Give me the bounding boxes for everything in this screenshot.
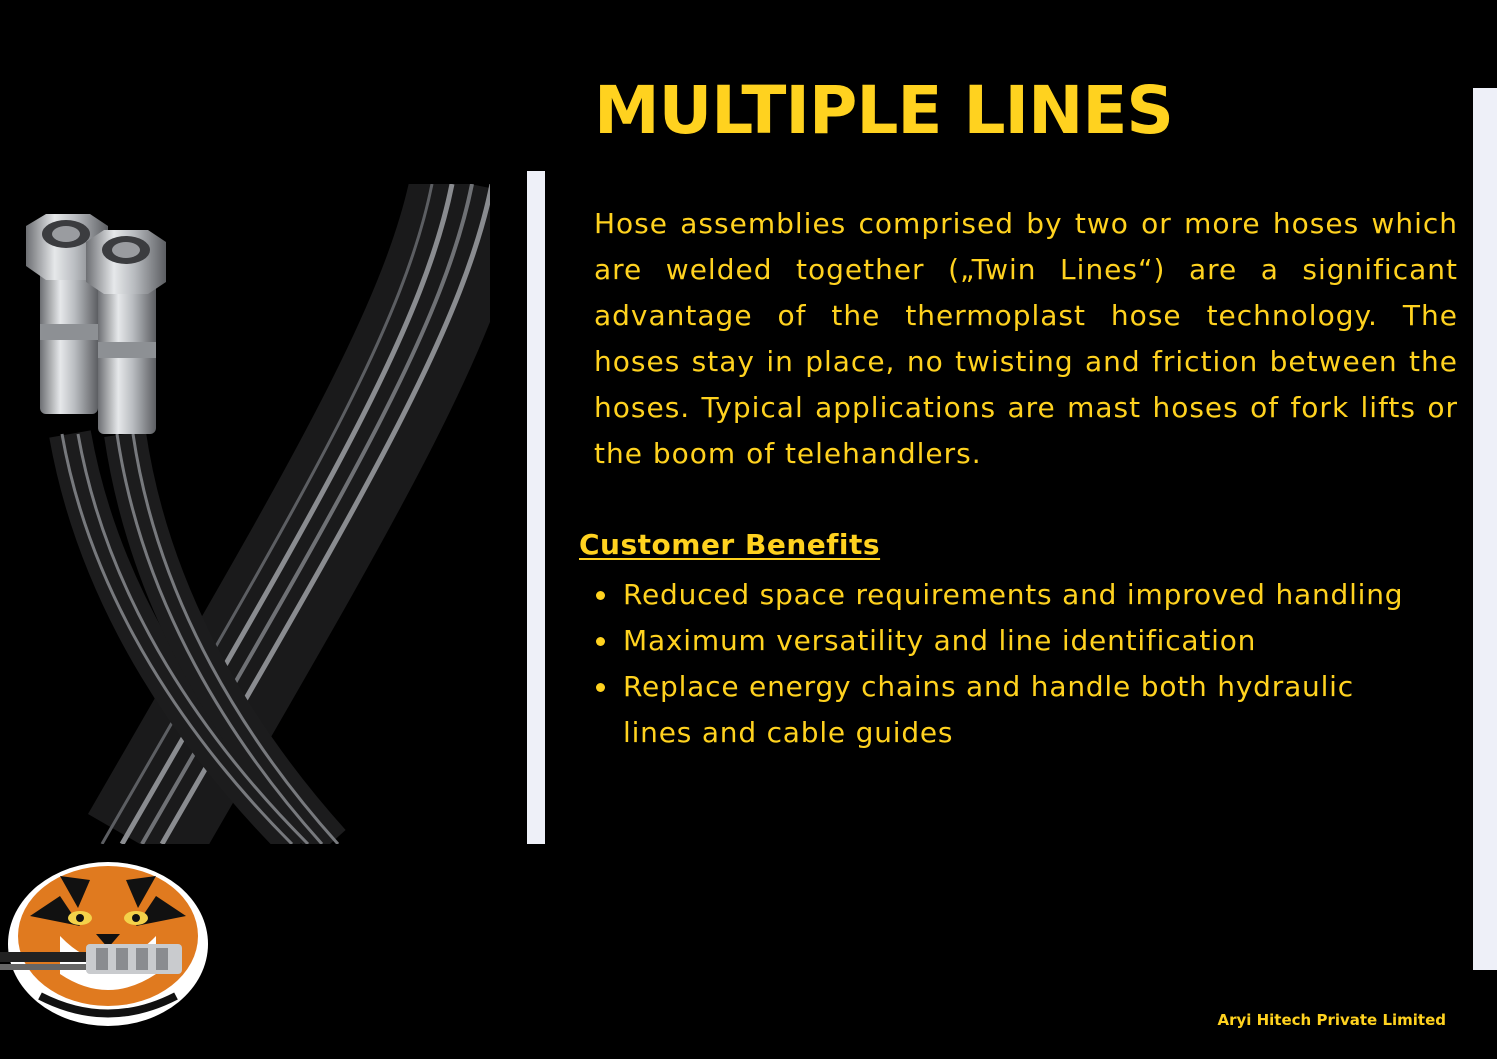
page-title: MULTIPLE LINES	[594, 72, 1173, 149]
left-vertical-divider	[527, 171, 545, 844]
list-item	[594, 664, 1404, 756]
benefit-text: Maximum versatility and line identification	[623, 624, 1257, 657]
benefit-text: Replace energy chains and handle both hydraulic lines and cable guides	[623, 670, 1354, 749]
twin-hose-product-image	[0, 184, 490, 844]
intro-paragraph: Hose assemblies comprised by two or more hoses which are welded together („Twin Lines“) are a significant advantage of the thermoplast hose technology. The hoses stay in place, no twisting and friction between the hoses. Typical applications are mast hoses of fork lifts or the boom of telehandlers.	[594, 207, 1458, 470]
customer-benefits-heading: Customer Benefits	[579, 528, 881, 561]
customer-benefits-list	[594, 572, 1404, 756]
bullet-icon	[596, 683, 605, 692]
right-vertical-divider	[1473, 88, 1497, 970]
benefit-text: Reduced space requirements and improved handling	[623, 578, 1404, 611]
list-item	[594, 572, 1404, 618]
bullet-icon	[596, 591, 605, 600]
list-item	[594, 618, 1404, 664]
footer-company-name: Aryi Hitech Private Limited	[1217, 1011, 1446, 1029]
tiger-logo-icon	[0, 856, 215, 1031]
bullet-icon	[596, 637, 605, 646]
